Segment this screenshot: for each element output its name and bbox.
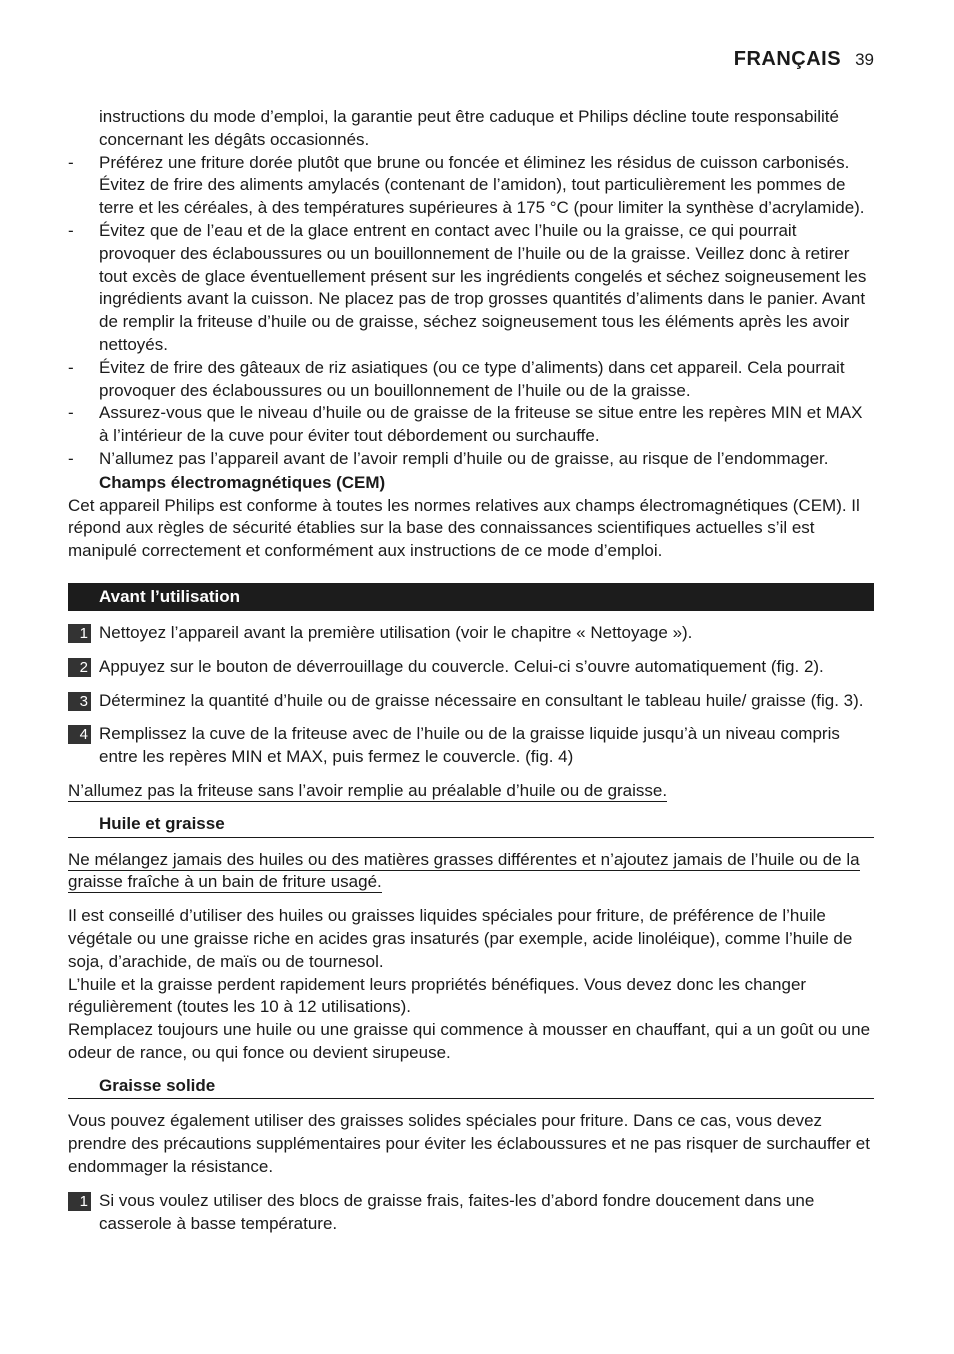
- warning-avant: [68, 780, 874, 803]
- step-text: Déterminez la quantité d’huile ou de graisse nécessaire en consultant le tableau huile/ graisse (fig. 3).: [99, 690, 864, 710]
- bullet-marker: -: [68, 220, 74, 240]
- step-item: [68, 622, 874, 645]
- section-heading-avant: Avant l’utilisation: [68, 583, 874, 611]
- page-header: [734, 48, 874, 71]
- page-number: 39: [855, 50, 874, 69]
- step-item: [68, 656, 874, 679]
- step-text: Remplissez la cuve de la friteuse avec de l’huile ou de la graisse liquide jusqu’à un niveau compris entre les repères MIN et MAX, puis fermez le couvercle. (fig. 4): [99, 724, 840, 767]
- list-item: [68, 402, 874, 448]
- warning-text: N’allumez pas la friteuse sans l’avoir remplie au préalable d’huile ou de graisse.: [68, 780, 668, 800]
- bullet-marker: -: [68, 357, 74, 377]
- bullet-text: Assurez-vous que le niveau d’huile ou de graisse de la friteuse se situe entre les repères MIN et MAX à l’intérieur de la cuve pour éviter tout débordement ou surchauffe.: [99, 403, 863, 446]
- bullet-marker: -: [68, 448, 74, 468]
- section-heading-solide: Graisse solide: [68, 1075, 874, 1100]
- bullet-marker: -: [68, 403, 74, 423]
- bullet-text: Évitez de frire des gâteaux de riz asiatiques (ou ce type d’aliments) dans cet appareil. Cela pourrait provoquer des éclaboussures ou un bouillonnement de l’huile ou de la graisse.: [99, 357, 845, 400]
- cem-paragraph: Cet appareil Philips est conforme à toutes les normes relatives aux champs électromagnétiques (CEM). Il répond aux règles de sécurité établies sur la base des connaissances scientifiques actuelles s’il est manipulé correctement et conformément aux instructions de ce mode d’emploi.: [68, 495, 860, 561]
- huile-paragraph-2: L’huile et la graisse perdent rapidement leurs propriétés bénéfiques. Vous devez donc les changer régulièrement (toutes les 10 à 12 utilisations).: [68, 974, 807, 1017]
- page-content: [68, 106, 874, 1235]
- step-text: Si vous voulez utiliser des blocs de graisse frais, faites-les d’abord fondre doucement dans une casserole à basse température.: [99, 1190, 815, 1233]
- bullet-marker: -: [68, 152, 74, 172]
- bullet-text: N’allumez pas l’appareil avant de l’avoir rempli d’huile ou de graisse, au risque de l’endommager.: [99, 448, 829, 468]
- step-item: [68, 690, 874, 713]
- list-item: [68, 220, 874, 357]
- bullet-text: Préférez une friture dorée plutôt que brune ou foncée et éliminez les résidus de cuisson carbonisés. Évitez de frire des aliments amylacés (contenant de l’amidon), tout particulièrement les pommes de terre et les céréales, à des températures supérieures à 175 °C (pour limiter la synthèse d’acrylamide).: [99, 152, 865, 218]
- step-text: Appuyez sur le bouton de déverrouillage du couvercle. Celui-ci s’ouvre automatiquement (fig. 2).: [99, 656, 824, 676]
- section-heading-huile: Huile et graisse: [68, 813, 874, 838]
- bullet-text: Évitez que de l’eau et de la glace entrent en contact avec l’huile ou la graisse, ce qui pourrait provoquer des éclaboussures ou un bouillonnement de l’huile ou de la graisse. Veillez donc à retirer tout excès de glace éventuellement présent sur les ingrédients congelés et séchez soigneusement les ingrédients avant la cuisson. Ne placez pas de trop grosses quantités d’aliments dans le panier. Avant de remplir la friteuse d’huile ou de graisse, séchez soigneusement tous les éléments après les avoir nettoyés.: [99, 220, 867, 354]
- step-number: 2: [68, 658, 91, 677]
- huile-paragraph-3: Remplacez toujours une huile ou une graisse qui commence à mousser en chauffant, qui a un goût ou une odeur de rance, ou qui fonce ou devient sirupeuse.: [68, 1020, 871, 1062]
- list-item: [68, 448, 874, 471]
- list-item: [68, 152, 874, 220]
- step-item: [68, 1190, 874, 1236]
- solide-paragraph: Vous pouvez également utiliser des graisses solides spéciales pour friture. Dans ce cas, vous devez prendre des précautions supplémentaires pour éviter les éclaboussures et ne pas risquer de surchauffer et endommager la résistance.: [68, 1111, 870, 1177]
- language-label: FRANÇAIS: [733, 48, 842, 70]
- list-item: [68, 357, 874, 403]
- step-number: 4: [68, 725, 91, 744]
- step-number: 1: [68, 624, 91, 643]
- warning-text: Ne mélangez jamais des huiles ou des matières grasses différentes et n’ajoutez jamais de l’huile ou de la graisse fraîche à un bain de friture usagé.: [68, 849, 860, 892]
- step-item: [68, 723, 874, 769]
- intro-continuation: instructions du mode d’emploi, la garantie peut être caduque et Philips décline toute responsabilité concernant les dégâts occasionnés.: [99, 107, 839, 149]
- huile-paragraph-1: Il est conseillé d’utiliser des huiles ou graisses liquides spéciales pour friture, de préférence de l’huile végétale ou une graisse riche en acides gras insaturés (par exemple, acide linoléique), comme l’huile de soja, d’arachide, de maïs ou de tournesol.: [68, 906, 853, 971]
- step-text: Nettoyez l’appareil avant la première utilisation (voir le chapitre « Nettoyage »).: [99, 622, 693, 642]
- warning-huile: [68, 849, 874, 895]
- cem-heading: Champs électromagnétiques (CEM): [99, 472, 386, 492]
- step-number: 3: [68, 692, 91, 711]
- step-number: 1: [68, 1192, 91, 1211]
